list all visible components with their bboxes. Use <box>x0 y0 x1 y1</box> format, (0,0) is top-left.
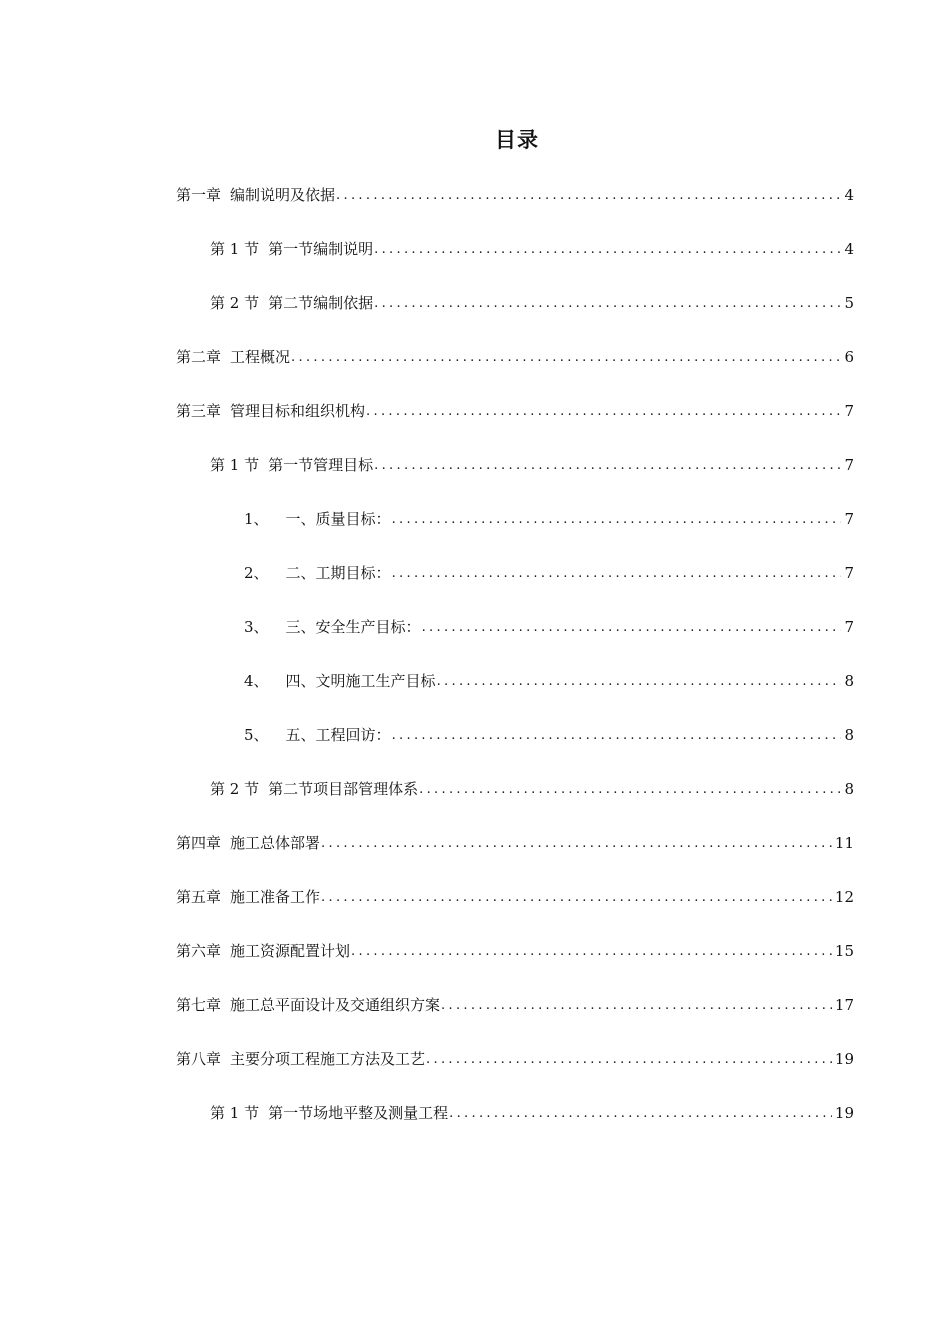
toc-entry-number: 第六章 <box>176 942 222 960</box>
toc-entry-chapter-4[interactable] <box>176 832 854 854</box>
toc-entry-text: 工程概况 <box>230 348 291 366</box>
dot-leader <box>392 508 842 530</box>
toc-entry-number: 3、 <box>244 618 269 636</box>
toc-entry-item-4[interactable] <box>244 670 854 692</box>
toc-entry-number: 第二章 <box>176 348 222 366</box>
toc-entry-chapter-3[interactable] <box>176 400 854 422</box>
toc-entry-number: 第七章 <box>176 996 222 1014</box>
toc-entry-number: 2、 <box>244 564 269 582</box>
toc-entry-chapter-6[interactable] <box>176 940 854 962</box>
toc-entry-page: 19 <box>834 1104 854 1122</box>
toc-entry-page: 8 <box>844 780 854 798</box>
toc-entry-page: 6 <box>844 348 854 366</box>
toc-entry-page: 7 <box>844 564 854 582</box>
toc-entry-text: 第一节管理目标 <box>268 456 374 474</box>
toc-entry-chapter-7[interactable] <box>176 994 854 1016</box>
toc-entry-text: 第一节编制说明 <box>268 240 374 258</box>
dot-leader <box>374 454 841 476</box>
toc-entry-number: 第 1 节 <box>210 240 260 258</box>
toc-entry-text: 五、工程回访： <box>285 726 391 744</box>
toc-entry-number: 第 1 节 <box>210 456 260 474</box>
toc-entry-number: 第五章 <box>176 888 222 906</box>
toc-entry-text: 三、安全生产目标： <box>285 618 421 636</box>
toc-entry-text: 施工准备工作 <box>230 888 321 906</box>
dot-leader <box>321 832 832 854</box>
dot-leader <box>336 184 841 206</box>
dot-leader <box>437 670 842 692</box>
dot-leader <box>419 778 841 800</box>
toc-entry-page: 4 <box>844 240 854 258</box>
dot-leader <box>321 886 832 908</box>
toc-entry-chapter-2[interactable] <box>176 346 854 368</box>
toc-entry-text: 施工总体部署 <box>230 834 321 852</box>
toc-entry-chapter-8[interactable] <box>176 1048 854 1070</box>
toc-entry-item-3[interactable] <box>244 616 854 638</box>
toc-entry-item-5[interactable] <box>244 724 854 746</box>
toc-entry-text: 施工资源配置计划 <box>230 942 351 960</box>
toc-entry-text: 第二节项目部管理体系 <box>268 780 419 798</box>
toc-entry-number: 第一章 <box>176 186 222 204</box>
toc-entry-text: 第二节编制依据 <box>268 294 374 312</box>
toc-entry-number: 第 1 节 <box>210 1104 260 1122</box>
toc-entry-page: 8 <box>844 672 854 690</box>
toc-entry-page: 19 <box>834 1050 854 1068</box>
toc-entry-page: 17 <box>834 996 854 1014</box>
toc-entry-page: 5 <box>844 294 854 312</box>
toc-entry-text: 二、工期目标： <box>285 564 391 582</box>
toc-entry-section-3-1[interactable] <box>210 454 854 476</box>
toc-entry-page: 7 <box>844 456 854 474</box>
dot-leader <box>422 616 842 638</box>
dot-leader <box>426 1048 832 1070</box>
toc-entry-text: 四、文明施工生产目标 <box>285 672 436 690</box>
toc-entry-page: 15 <box>834 942 854 960</box>
dot-leader <box>441 994 832 1016</box>
toc-entry-page: 4 <box>844 186 854 204</box>
dot-leader <box>392 724 842 746</box>
toc-entry-number: 第八章 <box>176 1050 222 1068</box>
toc-entry-number: 第四章 <box>176 834 222 852</box>
toc-entry-item-1[interactable] <box>244 508 854 530</box>
toc-entry-number: 5、 <box>244 726 269 744</box>
dot-leader <box>374 292 841 314</box>
toc-entry-number: 第 2 节 <box>210 780 260 798</box>
dot-leader <box>366 400 841 422</box>
toc-entry-number: 第 2 节 <box>210 294 260 312</box>
toc-entry-page: 7 <box>844 402 854 420</box>
toc-entry-section-1-2[interactable] <box>210 292 854 314</box>
toc-entry-section-1-1[interactable] <box>210 238 854 260</box>
toc-entry-chapter-5[interactable] <box>176 886 854 908</box>
toc-entry-chapter-1[interactable] <box>176 184 854 206</box>
toc-entry-section-3-2[interactable] <box>210 778 854 800</box>
toc-entry-number: 4、 <box>244 672 269 690</box>
toc-entry-number: 1、 <box>244 510 269 528</box>
toc-entry-page: 11 <box>834 834 854 852</box>
toc-entry-page: 7 <box>844 618 854 636</box>
toc-entry-page: 7 <box>844 510 854 528</box>
toc-entry-text: 编制说明及依据 <box>230 186 336 204</box>
toc-entry-section-8-1[interactable] <box>210 1102 854 1124</box>
dot-leader <box>374 238 841 260</box>
dot-leader <box>392 562 842 584</box>
toc-entry-number: 第三章 <box>176 402 222 420</box>
page-title: 目录 <box>495 128 539 152</box>
toc-entry-page: 12 <box>834 888 854 906</box>
dot-leader <box>291 346 841 368</box>
toc-entry-text: 第一节场地平整及测量工程 <box>268 1104 449 1122</box>
toc-entry-page: 8 <box>844 726 854 744</box>
toc-entry-text: 管理目标和组织机构 <box>230 402 366 420</box>
dot-leader <box>449 1102 832 1124</box>
dot-leader <box>351 940 832 962</box>
toc-entry-text: 施工总平面设计及交通组织方案 <box>230 996 441 1014</box>
toc-entry-text: 主要分项工程施工方法及工艺 <box>230 1050 426 1068</box>
toc-entry-item-2[interactable] <box>244 562 854 584</box>
toc-entry-text: 一、质量目标： <box>285 510 391 528</box>
